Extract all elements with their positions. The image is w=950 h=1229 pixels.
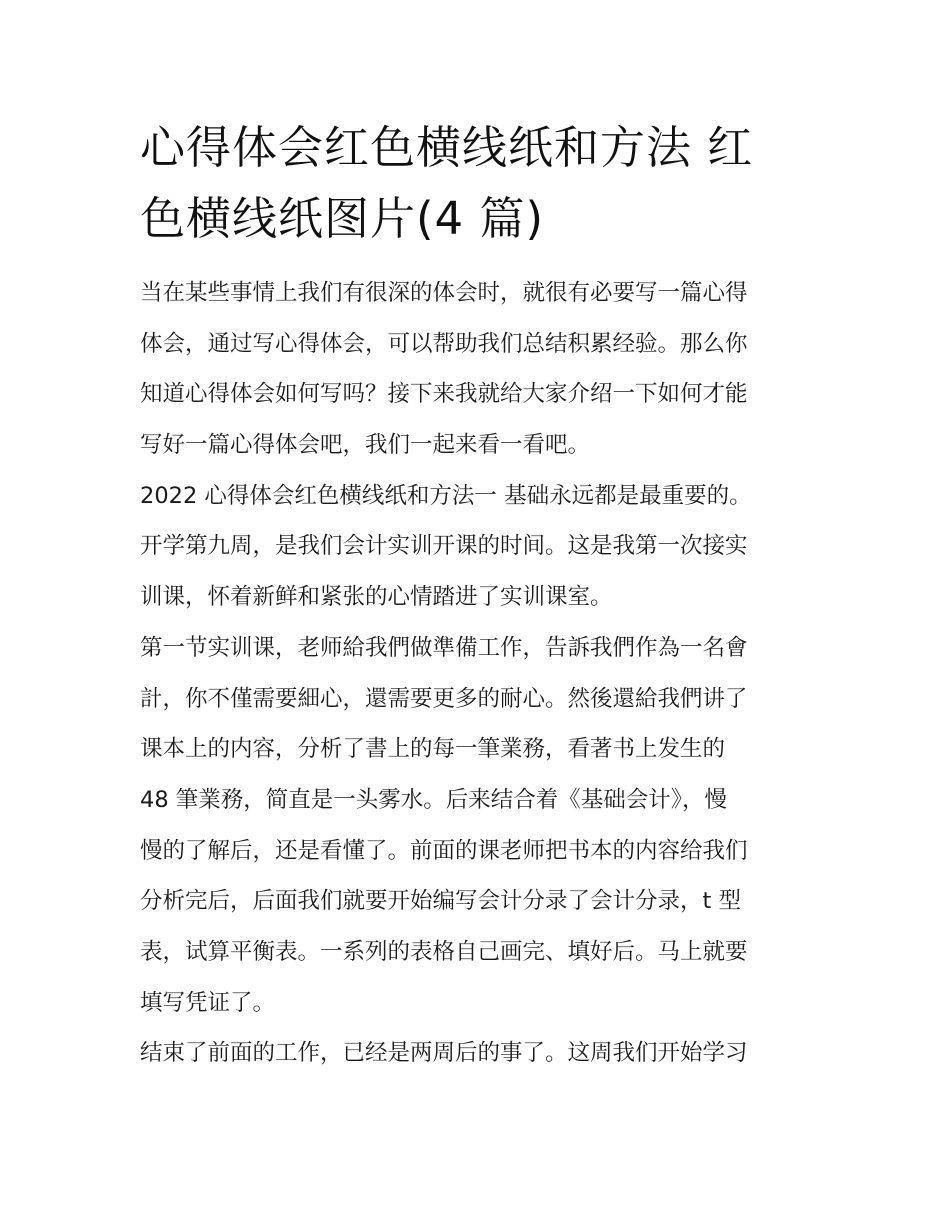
body-line: 训课，怀着新鲜和紧张的心情踏进了实训课室。 [140,584,613,611]
body-line: 当在某些事情上我们有很深的体会时，就很有必要写一篇心得 [140,280,748,306]
document-page [140,112,812,1079]
body-line: 分析完后，后面我们就要开始编写会计分录了会计分录，t 型 [140,888,741,915]
body-line: 表，试算平衡表。一系列的表格自己画完、填好后。马上就要 [140,938,748,965]
body-line: 课本上的内容，分析了書上的每一筆業務，看著书上发生的 [140,736,726,763]
body-line: 结束了前面的工作，已经是两周后的事了。这周我们开始学习 [140,1040,748,1067]
document-body [140,268,812,1079]
body-line: 开学第九周，是我们会计实训开课的时间。这是我第一次接实 [140,533,748,560]
body-line: 計，你不僅需要細心，還需要更多的耐心。然後還給我們讲了 [140,685,748,712]
body-line: 体会，通过写心得体会，可以帮助我们总结积累经验。那么你 [140,330,748,357]
body-line: 填写凭证了。 [140,989,276,1016]
title-line-2: 色横线纸图片(4 篇) [140,192,545,245]
document-title [140,112,812,254]
body-line: 第一节实训课，老师給我們做準備工作，告訴我們作為一名會 [140,634,748,661]
body-line: 慢的了解后，还是看懂了。前面的课老师把书本的内容给我们 [140,837,748,864]
body-line: 2022 心得体会红色横线纸和方法一 基础永远都是最重要的。 [140,482,752,509]
body-line: 48 筆業務，简直是一头雾水。后来结合着《基础会计》，慢 [140,786,728,813]
body-line: 知道心得体会如何写吗？接下来我就给大家介绍一下如何才能 [140,381,748,408]
body-line: 写好一篇心得体会吧，我们一起来看一看吧。 [140,432,591,459]
title-line-1: 心得体会红色横线纸和方法 红 [140,121,754,174]
